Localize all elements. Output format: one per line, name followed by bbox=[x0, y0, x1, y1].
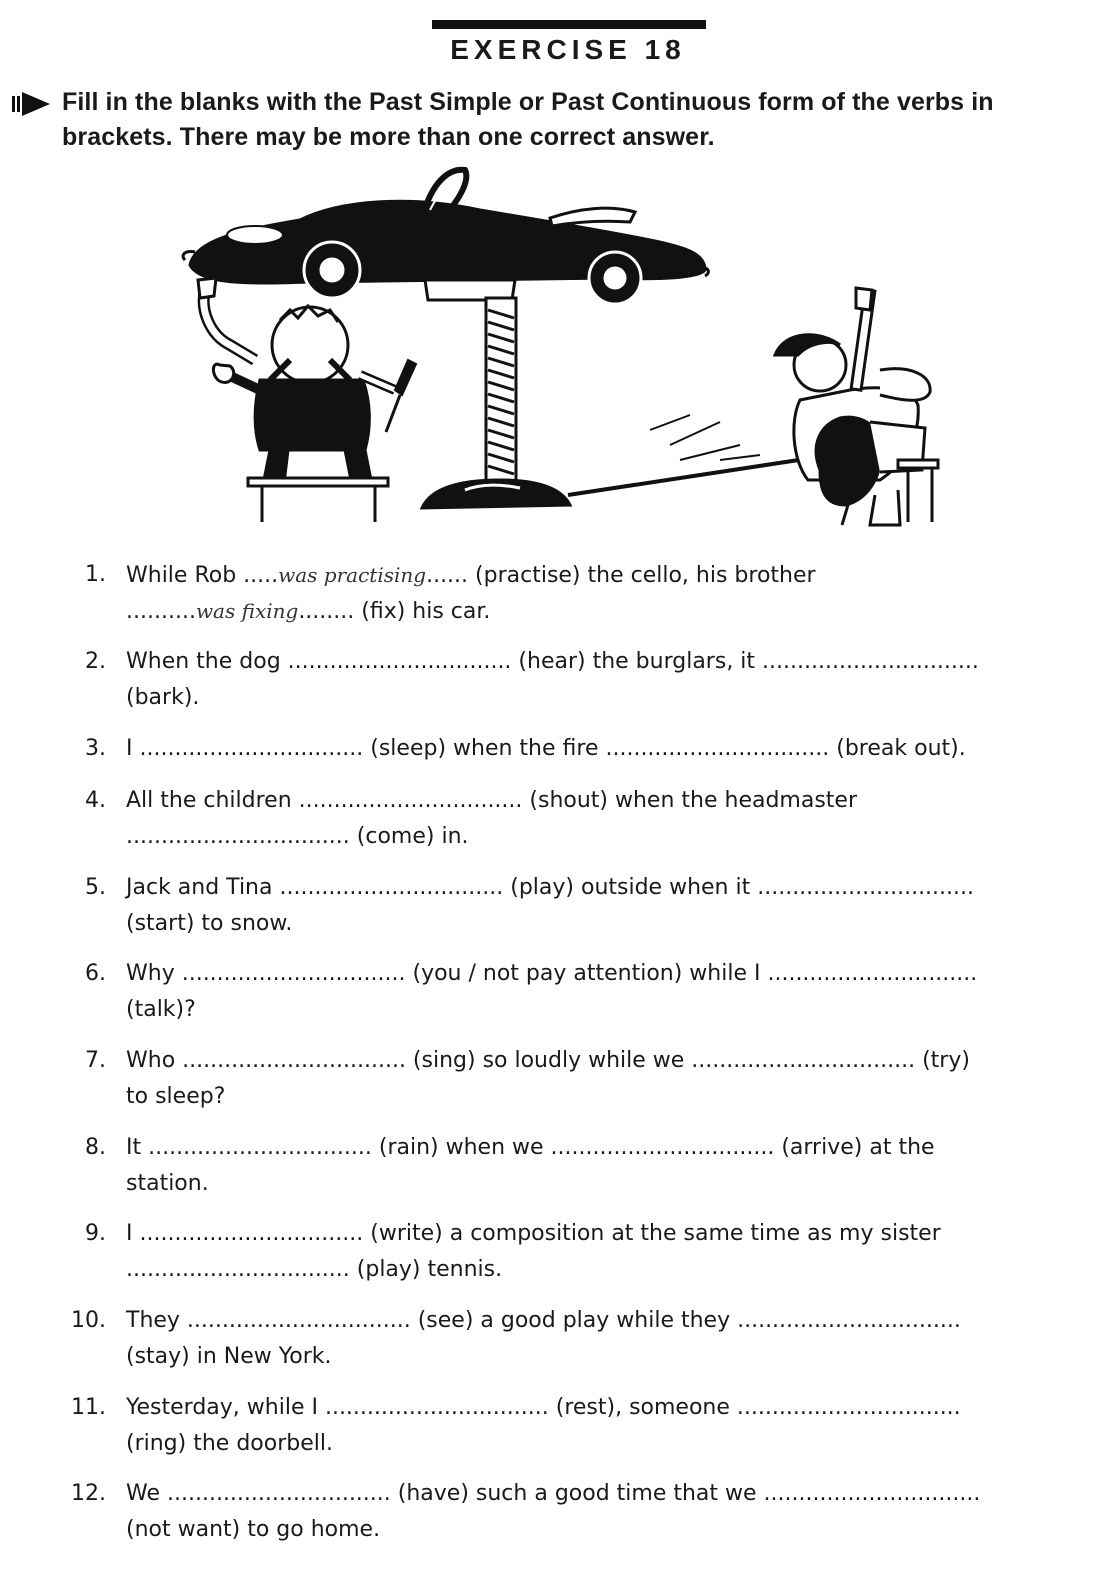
item-number: 4. bbox=[85, 788, 106, 813]
item-number: 3. bbox=[85, 736, 106, 761]
example-answer: was fixing bbox=[195, 599, 299, 623]
mechanic-car-cello-illustration bbox=[180, 160, 960, 540]
item-number: 12. bbox=[71, 1481, 106, 1506]
item-number: 8. bbox=[85, 1135, 106, 1160]
instructions-line-2: brackets. There may be more than one correct answer. bbox=[62, 123, 715, 151]
item-line-2: station. bbox=[126, 1171, 209, 1196]
item-line-2: ................................ (come) in. bbox=[126, 824, 469, 849]
item-number: 2. bbox=[85, 649, 106, 674]
item-line-2: (start) to snow. bbox=[126, 911, 293, 936]
item-line-1: Yesterday, while I ................................ (rest), someone ................................ bbox=[126, 1395, 961, 1420]
item-line-1: They ................................ (see) a good play while they ................................ bbox=[126, 1308, 961, 1333]
item-number: 9. bbox=[85, 1221, 106, 1246]
item-line-1: Jack and Tina ................................ (play) outside when it ............................... bbox=[126, 875, 975, 900]
instructions bbox=[62, 85, 1072, 155]
item-line-1: Why ................................ (you / not pay attention) while I .............................. bbox=[126, 961, 978, 986]
mechanic-icon bbox=[198, 278, 416, 522]
item-number: 10. bbox=[71, 1308, 106, 1333]
item-line-1: I ................................ (write) a composition at the same time as my sister bbox=[126, 1221, 941, 1246]
item-line-1: While Rob .....was practising...... (practise) the cello, his brother bbox=[126, 563, 816, 588]
item-line-1: When the dog ................................ (hear) the burglars, it ............................... bbox=[126, 649, 979, 674]
title-rule bbox=[432, 20, 706, 29]
item-line-1: Who ................................ (sing) so loudly while we ................................ (try) bbox=[126, 1048, 970, 1073]
item-number: 11. bbox=[71, 1395, 106, 1420]
item-line-2: ................................ (play) tennis. bbox=[126, 1257, 503, 1282]
exercise-title: EXERCISE 18 bbox=[450, 34, 686, 65]
item-number: 7. bbox=[85, 1048, 106, 1073]
cellist-icon bbox=[775, 288, 938, 525]
instructions-line-1: Fill in the blanks with the Past Simple or Past Continuous form of the verbs in bbox=[62, 88, 994, 116]
item-number: 5. bbox=[85, 875, 106, 900]
item-number: 1. bbox=[85, 562, 106, 587]
car-lift-icon bbox=[422, 280, 812, 508]
item-line-2: (not want) to go home. bbox=[126, 1517, 381, 1542]
item-line-1: We ................................ (have) such a good time that we ............................... bbox=[126, 1481, 981, 1506]
arrow-bullet-icon bbox=[12, 92, 52, 116]
item-line-2: (talk)? bbox=[126, 997, 196, 1022]
item-line-2: (stay) in New York. bbox=[126, 1344, 332, 1369]
item-line-2: ..........was fixing........ (fix) his car. bbox=[126, 599, 491, 624]
item-line-2: (bark). bbox=[126, 685, 200, 710]
item-line-1: It ................................ (rain) when we ................................ (arrive) at the bbox=[126, 1135, 935, 1160]
item-line-1: All the children ................................ (shout) when the headmaster bbox=[126, 788, 858, 813]
item-line-2: to sleep? bbox=[126, 1084, 226, 1109]
item-number: 6. bbox=[85, 961, 106, 986]
item-line-1: I ................................ (sleep) when the fire ................................ (break out). bbox=[126, 736, 966, 761]
item-line-2: (ring) the doorbell. bbox=[126, 1431, 333, 1456]
example-answer: was practising bbox=[278, 563, 427, 587]
